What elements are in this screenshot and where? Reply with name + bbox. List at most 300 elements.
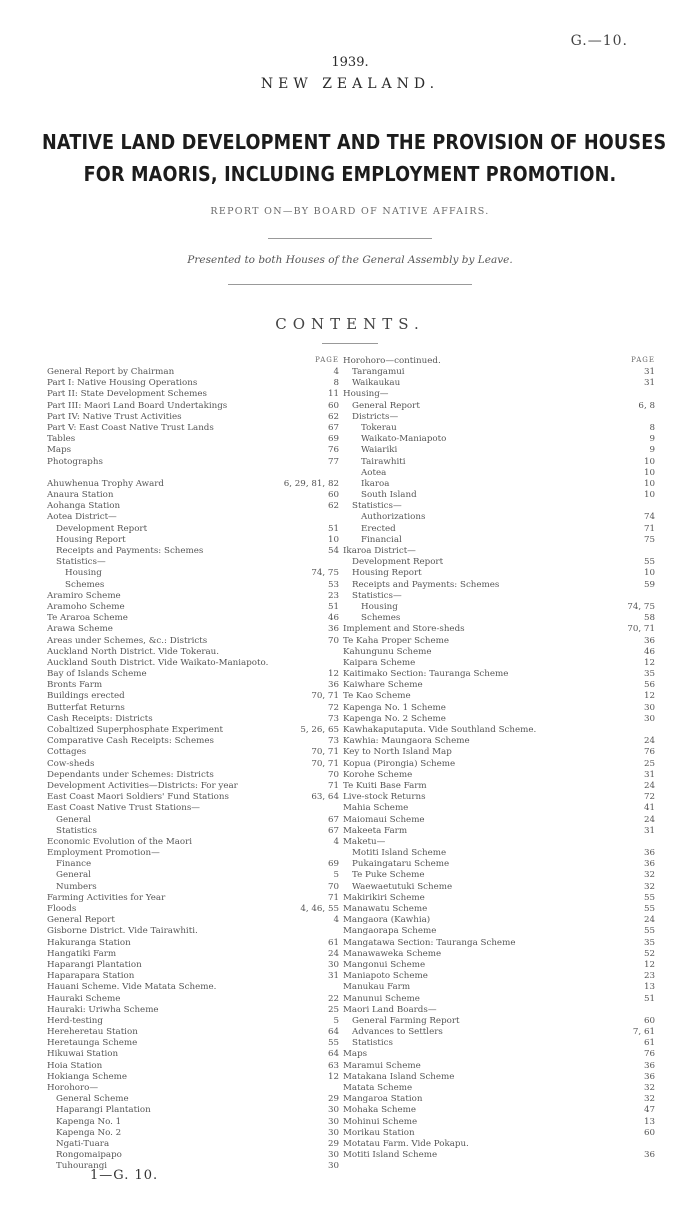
entry-label: Kapenga No. 2 <box>56 1127 122 1138</box>
entry-label: Hereheretau Station <box>47 1027 138 1038</box>
entry-page-number: 60 <box>327 490 339 501</box>
entry-label: Haparapara Station <box>47 971 135 982</box>
entry-page-number: 70 <box>327 635 339 646</box>
contents-entry <box>47 826 339 837</box>
contents-entry <box>343 1016 655 1027</box>
contents-entry <box>343 926 655 937</box>
entry-label: Manukau Farm <box>343 982 411 993</box>
contents-entry <box>343 557 655 568</box>
entry-label: Kawhia: Maungaora Scheme <box>343 736 470 747</box>
contents-entry <box>47 1139 339 1150</box>
entry-page-number: 11 <box>327 389 339 400</box>
contents-entry <box>47 401 339 412</box>
contents-entry <box>47 848 339 859</box>
contents-entry <box>47 736 339 747</box>
entry-label: Herd-testing <box>47 1015 103 1026</box>
entry-page-number: 73 <box>327 736 339 747</box>
contents-entry <box>343 1105 655 1116</box>
entry-page-number: 69 <box>327 859 339 870</box>
entry-page-number: 30 <box>327 959 339 970</box>
document-title-line-2: FOR MAORIS, INCLUDING EMPLOYMENT PROMOTION. <box>83 162 617 186</box>
entry-label: Arawa Scheme <box>47 624 113 635</box>
entry-label: Receipts and Payments: Schemes <box>56 546 204 556</box>
contents-entry <box>47 938 339 949</box>
entry-label: Ikaroa <box>361 478 390 489</box>
entry-page-number: 35 <box>643 937 655 948</box>
entry-page-number: 12 <box>327 1071 339 1082</box>
contents-entry <box>47 747 339 758</box>
entry-page-number: 30 <box>643 702 655 713</box>
entry-page-number: 30 <box>327 1116 339 1127</box>
contents-entry <box>343 1061 655 1072</box>
entry-label: Kapenga No. 2 Scheme <box>343 713 446 724</box>
contents-entry <box>47 445 339 456</box>
contents-entry <box>47 1105 339 1116</box>
page-header-label: PAGE <box>631 356 655 364</box>
entry-page-number: 64 <box>327 1027 339 1038</box>
entry-page-number: 6, 8 <box>638 400 655 411</box>
entry-label: Districts— <box>352 411 399 422</box>
entry-page-number: 51 <box>643 993 655 1004</box>
entry-page-number: 25 <box>643 758 655 769</box>
entry-label: Authorizations <box>361 512 426 523</box>
entry-label: Matakana Island Scheme <box>343 1071 455 1082</box>
entry-label: Haparangi Plantation <box>56 1105 151 1116</box>
contents-entry <box>47 636 339 647</box>
contents-entry <box>343 1038 655 1049</box>
document-title-line-1: NATIVE LAND DEVELOPMENT AND THE PROVISION OF HOUSES <box>42 130 667 154</box>
entry-label: Te Puke Scheme <box>352 870 425 881</box>
entry-page-number: 12 <box>327 669 339 680</box>
entry-page-number: 10 <box>327 534 339 545</box>
entry-label: General <box>56 814 91 825</box>
entry-page-number: 8 <box>333 378 339 389</box>
contents-entry <box>343 893 655 904</box>
entry-label: Development Report <box>352 557 444 568</box>
contents-entry <box>47 725 339 736</box>
entry-page-number: 13 <box>643 982 655 993</box>
entry-label: Maiomaui Scheme <box>343 814 425 825</box>
entry-label: Kopua (Pirongia) Scheme <box>343 758 456 769</box>
contents-list <box>47 367 339 1173</box>
contents-entry <box>343 1128 655 1139</box>
contents-entry <box>47 568 339 579</box>
entry-page-number: 70 <box>327 769 339 780</box>
entry-label: Mangaroa Station <box>343 1094 423 1105</box>
contents-entry <box>343 736 655 747</box>
entry-label: Part IV: Native Trust Activities <box>47 411 182 422</box>
entry-label: Aramiro Scheme <box>47 590 121 601</box>
contents-entry <box>343 994 655 1005</box>
contents-entry <box>47 1061 339 1072</box>
contents-entry <box>343 658 655 669</box>
contents-entry <box>343 1083 655 1094</box>
entry-label: General Farming Report <box>352 1015 460 1026</box>
entry-page-number: 76 <box>643 1049 655 1060</box>
entry-label: Kawhakaputaputa. Vide Southland Scheme. <box>343 725 537 735</box>
entry-label: Mangaorapa Scheme <box>343 926 437 937</box>
entry-page-number: 9 <box>649 434 655 445</box>
contents-entry <box>47 994 339 1005</box>
contents-entry <box>343 445 655 456</box>
contents-entry <box>343 524 655 535</box>
entry-label: Tairawhiti <box>361 456 406 467</box>
entry-page-number: 24 <box>643 780 655 791</box>
entry-label: Morikau Station <box>343 1127 415 1138</box>
entry-label: Te Araroa Scheme <box>47 613 128 624</box>
entry-label: Hauraki Scheme <box>47 993 121 1004</box>
entry-page-number: 10 <box>643 478 655 489</box>
contents-entry <box>343 591 655 602</box>
entry-page-number: 55 <box>643 904 655 914</box>
entry-page-number: 8 <box>649 422 655 433</box>
contents-entry <box>47 580 339 591</box>
contents-entry <box>343 703 655 714</box>
contents-entry <box>47 479 339 490</box>
entry-label: Kapenga No. 1 <box>56 1116 122 1127</box>
entry-page-number: 12 <box>643 657 655 668</box>
contents-entry <box>47 759 339 770</box>
entry-page-number: 5 <box>333 870 339 881</box>
contents-entry <box>47 1150 339 1161</box>
divider-rule <box>268 238 432 239</box>
entry-label: Housing— <box>343 389 389 400</box>
entry-page-number: 36 <box>327 624 339 635</box>
entry-label: Gisborne District. Vide Tairawhiti. <box>47 926 198 937</box>
entry-page-number: 71 <box>643 523 655 534</box>
contents-entry <box>47 859 339 870</box>
entry-label: East Coast Native Trust Stations— <box>47 803 200 814</box>
entry-page-number: 36 <box>643 1150 655 1161</box>
entry-label: Development Activities—Districts: For year <box>47 780 238 791</box>
contents-entry <box>343 971 655 982</box>
entry-label: Advances to Settlers <box>352 1027 443 1038</box>
contents-entry <box>343 747 655 758</box>
divider-rule <box>228 284 472 285</box>
contents-entry <box>343 412 655 423</box>
entry-page-number: 61 <box>327 937 339 948</box>
entry-label: Tables <box>47 434 76 445</box>
entry-label: Makirikiri Scheme <box>343 892 425 903</box>
contents-entry <box>47 669 339 680</box>
contents-entry <box>343 680 655 691</box>
contents-entry <box>47 915 339 926</box>
contents-entry <box>343 457 655 468</box>
entry-page-number: 71 <box>327 780 339 791</box>
entry-page-number: 72 <box>327 702 339 713</box>
contents-entry <box>47 1117 339 1128</box>
entry-label: Mangatawa Section: Tauranga Scheme <box>343 937 516 948</box>
contents-entry <box>343 669 655 680</box>
contents-entry <box>343 1072 655 1083</box>
contents-entry <box>47 457 339 468</box>
entry-label: Te Kuiti Base Farm <box>343 780 427 791</box>
contents-entry <box>343 501 655 512</box>
entry-page-number: 67 <box>327 422 339 433</box>
entry-label: Part III: Maori Land Board Undertakings <box>47 400 228 411</box>
entry-page-number: 24 <box>643 814 655 825</box>
entry-page-number: 70, 71 <box>627 624 655 635</box>
contents-entry <box>47 1016 339 1027</box>
entry-label: Waiariki <box>361 445 398 456</box>
entry-label: General <box>56 870 91 881</box>
entry-label: Maori Land Boards— <box>343 1004 437 1015</box>
contents-entry <box>47 960 339 971</box>
contents-entry <box>343 714 655 725</box>
contents-entry <box>343 1150 655 1161</box>
contents-entry <box>47 1083 339 1094</box>
entry-page-number: 30 <box>327 1150 339 1161</box>
contents-entry <box>343 624 655 635</box>
contents-entry <box>343 826 655 837</box>
entry-label: Rongomaipapo <box>56 1150 122 1161</box>
entry-page-number: 35 <box>643 669 655 680</box>
entry-page-number: 72 <box>643 792 655 803</box>
contents-entry <box>47 971 339 982</box>
entry-page-number: 22 <box>327 993 339 1004</box>
entry-label: Statistics— <box>352 590 402 601</box>
entry-label: Kaitimako Section: Tauranga Scheme <box>343 669 509 680</box>
entry-label: Matata Scheme <box>343 1083 413 1093</box>
entry-label: Hoia Station <box>47 1060 103 1071</box>
entry-label: Maketu— <box>343 836 386 847</box>
entry-label: Part II: State Development Schemes <box>47 389 207 400</box>
contents-entry <box>47 680 339 691</box>
entry-page-number: 32 <box>643 870 655 881</box>
entry-label: Receipts and Payments: Schemes <box>352 579 500 590</box>
entry-label: Comparative Cash Receipts: Schemes <box>47 736 214 747</box>
contents-entry <box>343 479 655 490</box>
contents-entry <box>343 647 655 658</box>
entry-page-number: 31 <box>643 367 655 377</box>
contents-entry <box>47 770 339 781</box>
contents-entry <box>343 389 655 400</box>
entry-page-number: 51 <box>327 601 339 612</box>
entry-label: Statistics <box>352 1038 393 1049</box>
entry-label: Mohinui Scheme <box>343 1116 418 1127</box>
contents-entry <box>47 535 339 546</box>
contents-entry <box>343 792 655 803</box>
entry-page-number: 61 <box>643 1038 655 1049</box>
entry-label: Erected <box>361 523 396 534</box>
contents-entry <box>343 367 655 378</box>
entry-page-number: 55 <box>643 892 655 903</box>
entry-label: Numbers <box>56 881 97 892</box>
contents-entry <box>343 1117 655 1128</box>
contents-entry <box>343 882 655 893</box>
entry-page-number: 4, 46, 55 <box>300 904 339 914</box>
entry-page-number: 75 <box>643 534 655 545</box>
entry-label: Ahuwhenua Trophy Award <box>47 478 164 489</box>
entry-label: Ikaroa District— <box>343 546 416 556</box>
entry-label: Waewaetutuki Scheme <box>352 881 453 892</box>
contents-entry <box>47 703 339 714</box>
contents-entry <box>47 815 339 826</box>
entry-label: Bronts Farm <box>47 680 103 691</box>
contents-entry <box>343 535 655 546</box>
contents-entry <box>47 546 339 557</box>
entry-label: Hikuwai Station <box>47 1049 119 1060</box>
contents-entry <box>47 647 339 658</box>
entry-label: Kapenga No. 1 Scheme <box>343 702 446 713</box>
entry-label: Photographs <box>47 456 103 467</box>
entry-page-number: 70, 71 <box>311 747 339 758</box>
entry-label: Schemes <box>361 613 401 624</box>
entry-label: Motiti Island Scheme <box>343 1150 438 1161</box>
entry-label: Butterfat Returns <box>47 702 125 713</box>
entry-label: Kaipara Scheme <box>343 657 416 668</box>
paper-code: G.—10. <box>570 33 628 49</box>
contents-entry <box>343 870 655 881</box>
entry-label: General Report <box>47 915 115 926</box>
entry-page-number: 10 <box>643 490 655 501</box>
entry-page-number: 13 <box>643 1116 655 1127</box>
contents-entry <box>343 691 655 702</box>
contents-entry <box>47 904 339 915</box>
entry-label: Statistics— <box>352 501 402 512</box>
entry-page-number: 24 <box>643 915 655 926</box>
entry-label: Manawatu Scheme <box>343 904 428 914</box>
entry-label: Housing <box>361 601 398 612</box>
contents-right-column <box>343 356 655 1161</box>
divider-rule <box>322 343 378 344</box>
entry-page-number: 58 <box>643 613 655 624</box>
entry-label: Schemes <box>65 579 105 590</box>
country-heading: NEW ZEALAND. <box>260 76 440 92</box>
entry-label: Dependants under Schemes: Districts <box>47 769 214 780</box>
document-subtitle: REPORT ON—BY BOARD OF NATIVE AFFAIRS. <box>210 206 490 217</box>
contents-entry <box>47 624 339 635</box>
contents-entry <box>343 960 655 971</box>
year: 1939. <box>331 55 369 70</box>
entry-page-number: 31 <box>643 769 655 780</box>
presented-line: Presented to both Houses of the General Assembly by Leave. <box>187 254 513 266</box>
contents-entry <box>47 870 339 881</box>
contents-entry <box>343 1094 655 1105</box>
entry-page-number: 62 <box>327 501 339 512</box>
entry-page-number: 71 <box>327 892 339 903</box>
entry-label: Auckland North District. Vide Tokerau. <box>47 646 220 657</box>
entry-label: Buildings erected <box>47 691 125 702</box>
entry-page-number: 55 <box>327 1038 339 1049</box>
contents-entry <box>343 613 655 624</box>
entry-page-number: 60 <box>327 400 339 411</box>
entry-label: Part V: East Coast Native Trust Lands <box>47 422 214 433</box>
contents-entry <box>47 1128 339 1139</box>
contents-entry <box>343 803 655 814</box>
contents-entry <box>47 501 339 512</box>
entry-label: Areas under Schemes, &c.: Districts <box>47 635 208 646</box>
entry-label: Key to North Island Map <box>343 747 452 758</box>
entry-page-number: 70, 71 <box>311 691 339 702</box>
entry-label: Farming Activities for Year <box>47 892 166 903</box>
contents-entry <box>47 949 339 960</box>
continued-heading: Horohoro—continued. <box>343 356 441 366</box>
entry-label: Waikato-Maniapoto <box>361 434 447 445</box>
entry-label: Hokianga Scheme <box>47 1071 128 1082</box>
entry-label: Tarangamui <box>352 367 405 377</box>
entry-page-number: 30 <box>327 1127 339 1138</box>
entry-page-number: 6, 29, 81, 82 <box>283 478 339 489</box>
contents-heading: CONTENTS. <box>275 315 425 333</box>
entry-label: Hangatiki Farm <box>47 948 117 959</box>
contents-entry <box>343 781 655 792</box>
entry-label: Maps <box>343 1049 368 1060</box>
contents-entry <box>343 490 655 501</box>
entry-page-number: 12 <box>643 959 655 970</box>
contents-entry <box>47 1005 339 1016</box>
contents-entry <box>343 848 655 859</box>
entry-page-number: 69 <box>327 434 339 445</box>
entry-page-number: 55 <box>643 926 655 937</box>
entry-label: Housing Report <box>352 568 422 579</box>
entry-page-number: 36 <box>643 1071 655 1082</box>
entry-page-number: 47 <box>643 1105 655 1116</box>
entry-page-number: 29 <box>327 1138 339 1149</box>
contents-entry <box>47 1049 339 1060</box>
contents-list <box>343 367 655 1161</box>
entry-page-number: 36 <box>327 680 339 691</box>
entry-label: Motatau Farm. Vide Pokapu. <box>343 1138 469 1149</box>
entry-page-number: 51 <box>327 523 339 534</box>
contents-entry <box>343 770 655 781</box>
entry-label: Aotea <box>361 467 387 478</box>
contents-entry <box>47 378 339 389</box>
entry-label: Maramui Scheme <box>343 1060 421 1071</box>
entry-label: Floods <box>47 904 77 914</box>
entry-label: East Coast Maori Soldiers' Fund Stations <box>47 792 229 803</box>
entry-page-number: 74, 75 <box>627 601 655 612</box>
entry-page-number: 7, 61 <box>632 1027 655 1038</box>
entry-page-number: 53 <box>327 579 339 590</box>
contents-entry <box>47 524 339 535</box>
entry-page-number: 55 <box>643 557 655 568</box>
entry-page-number: 52 <box>643 948 655 959</box>
entry-label: Te Kaha Proper Scheme <box>343 635 450 646</box>
contents-entry <box>47 389 339 400</box>
contents-entry <box>343 1027 655 1038</box>
entry-label: Part I: Native Housing Operations <box>47 378 198 389</box>
contents-entry <box>47 490 339 501</box>
entry-page-number: 31 <box>643 825 655 836</box>
contents-entry <box>47 1027 339 1038</box>
contents-entry <box>343 434 655 445</box>
entry-label: General Report <box>352 400 420 411</box>
contents-entry <box>343 949 655 960</box>
contents-entry <box>47 882 339 893</box>
entry-label: Economic Evolution of the Maori <box>47 836 193 847</box>
contents-entry <box>343 378 655 389</box>
contents-entry <box>47 926 339 937</box>
page-column-header <box>47 356 339 367</box>
entry-label: South Island <box>361 490 417 501</box>
contents-entry <box>47 781 339 792</box>
contents-entry <box>343 915 655 926</box>
contents-entry <box>343 1049 655 1060</box>
entry-label: Kaiwhare Scheme <box>343 680 423 691</box>
entry-label: Hauraki: Uriwha Scheme <box>47 1004 159 1015</box>
contents-entry <box>47 557 339 568</box>
contents-entry <box>47 803 339 814</box>
entry-label: Mangaora (Kawhia) <box>343 915 431 926</box>
entry-page-number: 24 <box>327 948 339 959</box>
entry-label: Aohanga Station <box>47 501 121 512</box>
entry-page-number: 29 <box>327 1094 339 1105</box>
entry-label: Manawaweka Scheme <box>343 948 442 959</box>
entry-label: Mangonui Scheme <box>343 959 426 970</box>
contents-entry <box>343 636 655 647</box>
contents-entry <box>343 904 655 915</box>
